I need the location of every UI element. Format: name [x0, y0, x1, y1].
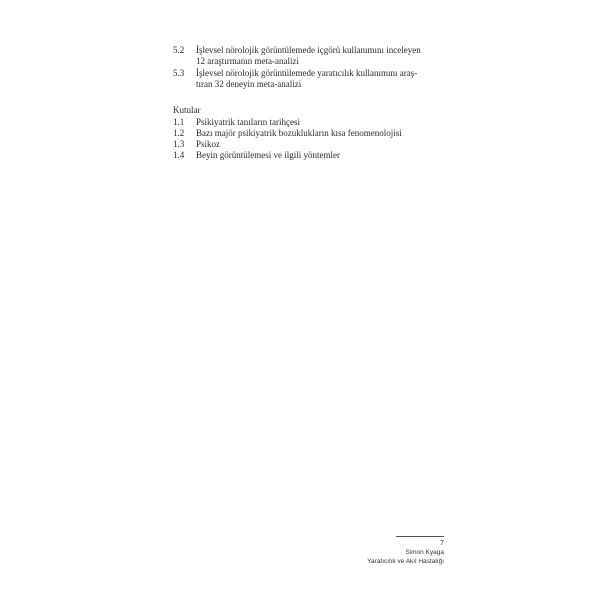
box-number: 1.4 [173, 150, 185, 160]
footer-divider [396, 536, 444, 537]
page-number: 7 [440, 540, 444, 547]
box-list [173, 105, 463, 161]
box-entry [173, 117, 463, 128]
box-number: 1.1 [173, 117, 185, 127]
figure-number: 5.3 [173, 68, 185, 78]
box-title: Psikoz [196, 139, 221, 149]
figure-title: İşlevsel nörolojik görüntülemede içgörü kullanımını inceleyen 12 araştırmanın meta-analizi [196, 45, 421, 66]
box-entry [173, 139, 463, 150]
box-title: Bazı majör psikiyatrik bozuklukların kısa fenomenolojisi [196, 128, 402, 138]
box-number: 1.2 [173, 128, 185, 138]
box-title: Beyin görüntülemesi ve ilgili yöntemler [196, 150, 340, 160]
running-title: Yaratıcılık ve Akıl Hastalığı [367, 558, 444, 565]
running-author: Simon Kyaga [405, 549, 444, 556]
figure-entry [173, 45, 463, 67]
box-entry [173, 150, 463, 161]
page-footer [367, 536, 444, 566]
box-entry [173, 128, 463, 139]
box-number: 1.3 [173, 139, 185, 149]
figure-entry [173, 68, 463, 90]
figure-title: İşlevsel nörolojik görüntülemede yaratıcılık kullanımını araş- tıran 32 deneyin meta-analizi [196, 68, 418, 89]
figure-list [173, 45, 463, 90]
boxes-heading: Kutular [173, 105, 201, 115]
figure-number: 5.2 [173, 45, 185, 55]
box-title: Psikiyatrik tanıların tarihçesi [196, 117, 300, 127]
